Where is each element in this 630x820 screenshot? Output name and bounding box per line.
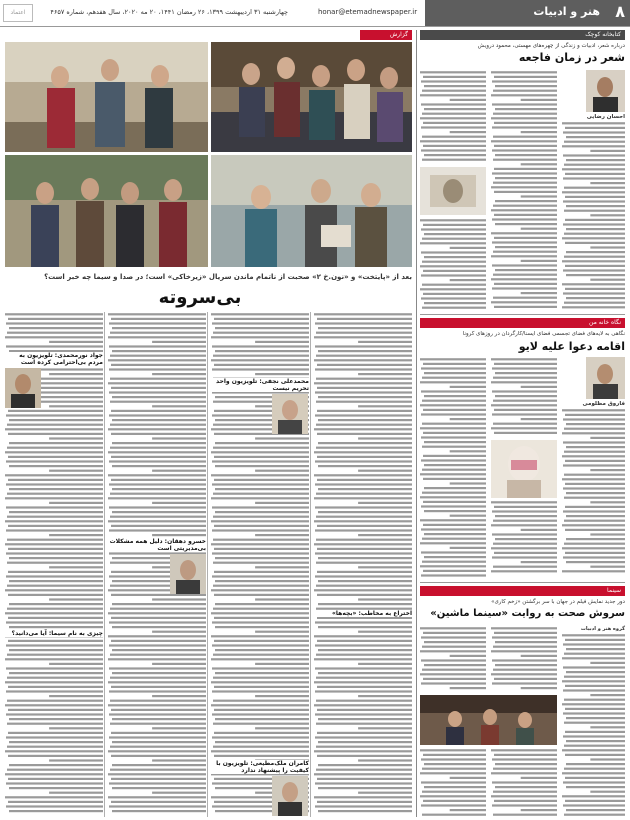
portrait-najafi bbox=[272, 394, 308, 434]
news-kicker: نگاهی به لایه‌های فضای تجسمی فضای ایسنا/کارگردان در روزهای کرونا bbox=[462, 331, 625, 337]
news-body-col4 bbox=[420, 357, 486, 578]
book-column-label: کتابخانه کوچک bbox=[420, 30, 625, 40]
cinema-body-col1 bbox=[562, 633, 625, 817]
cinema-body-col5 bbox=[420, 748, 486, 817]
subhead-nourmohammadi: جواد نورمحمدی: تلویزیون به مردم بی‌احترامی کرده است bbox=[5, 352, 103, 366]
book-body-col3 bbox=[420, 70, 486, 165]
subhead-seema: چیزی به نام سیما: آیا می‌دانید؟ bbox=[5, 630, 103, 637]
portrait-dehghan bbox=[170, 554, 206, 594]
subhead-najafi: محمدعلی نجفی: تلویزیون واحد تحریم نیست bbox=[211, 378, 309, 392]
book-author: احسان رضایی bbox=[586, 114, 625, 120]
photo-top-left bbox=[5, 42, 208, 152]
photo-bottom-left bbox=[5, 155, 208, 267]
news-body-col1 bbox=[562, 408, 625, 578]
page-divider bbox=[416, 30, 417, 817]
newspaper-logo: اعتماد bbox=[3, 4, 33, 22]
book-body-col4 bbox=[420, 218, 486, 310]
subhead-malekmotiee: کامران ملک‌مطیعی: تلویزیون با کیفیت را پیشنهاد ندارد bbox=[211, 760, 309, 774]
book-illustration bbox=[420, 167, 486, 215]
report-label: گزارش bbox=[360, 30, 412, 40]
column-divider bbox=[104, 312, 105, 817]
news-author: فاروق مظلومی bbox=[582, 401, 625, 407]
page-number: ۸ bbox=[615, 2, 625, 21]
portrait-farough-mazloumi bbox=[586, 357, 625, 399]
book-body-col1 bbox=[562, 121, 625, 311]
masked-figure-photo bbox=[491, 440, 557, 498]
cinema-body-col3 bbox=[491, 748, 557, 817]
cinema-body-col4 bbox=[420, 626, 486, 692]
section-email: honar@etemadnewspaper.ir bbox=[318, 8, 418, 16]
section-title: هنر و ادبیات bbox=[533, 5, 600, 18]
portrait-nourmohammadi bbox=[5, 368, 41, 408]
book-headline: شعر در زمان فاجعه bbox=[518, 51, 625, 64]
book-body-col2 bbox=[491, 70, 557, 310]
main-body-col1 bbox=[314, 312, 412, 817]
cinema-label: سینما bbox=[420, 586, 625, 596]
news-body-col3 bbox=[491, 500, 557, 578]
section-divider bbox=[420, 314, 625, 315]
page-header bbox=[0, 0, 630, 27]
column-divider bbox=[310, 312, 311, 817]
news-column-label: نگاه خانه من bbox=[420, 318, 625, 328]
photo-bottom-right bbox=[211, 155, 412, 267]
section-banner bbox=[425, 0, 630, 26]
cinema-photo bbox=[420, 695, 557, 745]
subhead-audience: اختراع به مخاطب: «بچه‌ها» bbox=[314, 610, 412, 617]
subhead-dehghan: خسرو دهقان: دلیل همه مشکلات بی‌مدیریتی است bbox=[109, 538, 206, 552]
cinema-headline: سروش صحت به روایت «سینما ماشین» bbox=[430, 608, 625, 619]
cinema-byline: گروه هنر و ادبیات bbox=[580, 626, 625, 632]
main-kicker: بعد از «پایتخت» و «نون.خ ۲» صحبت از ناتمام ماندن سریال «زیرخاکی» است؛ در صدا و سیما چه خبر است؟ bbox=[44, 273, 412, 281]
portrait-ehsan-rezaei bbox=[586, 70, 625, 112]
cinema-kicker: دور جدید نمایش فیلم در جهان با سر برگشتن «زخم کاری» bbox=[491, 599, 625, 605]
main-headline: بی‌سروته bbox=[158, 287, 242, 308]
date-line: چهارشنبه ۳۱ اردیبهشت ۱۳۹۹، ۲۶ رمضان ۱۴۴۱، ۲۰ مه ۲۰۲۰، سال هفدهم، شماره ۴۶۵۷ bbox=[50, 8, 288, 16]
cinema-body-col2 bbox=[491, 626, 557, 692]
book-kicker: درباره شعر، ادبیات و زندگی از چهره‌های مهستی، محمود درویش bbox=[477, 43, 625, 49]
news-body-col2 bbox=[491, 357, 557, 437]
photo-top-right bbox=[211, 42, 412, 152]
portrait-malekmotiee bbox=[272, 776, 308, 816]
column-divider bbox=[207, 312, 208, 817]
news-headline: اقامه دعوا علیه لایو bbox=[518, 340, 625, 353]
section-divider bbox=[420, 582, 625, 583]
